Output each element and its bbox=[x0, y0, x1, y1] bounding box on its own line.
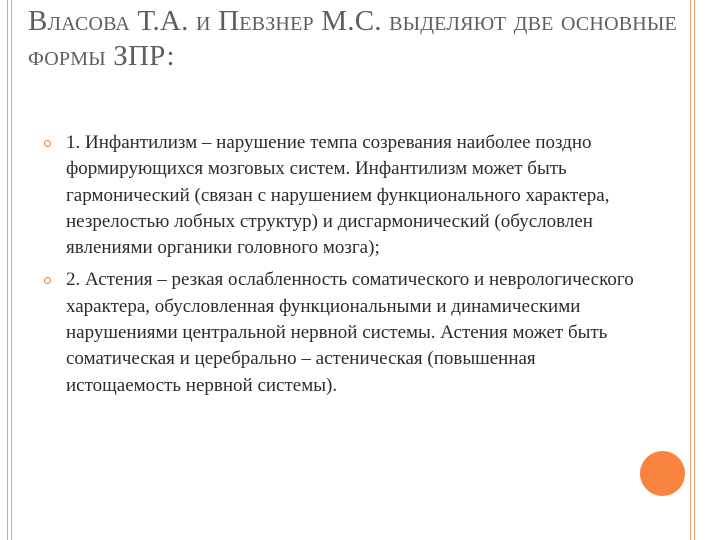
list-item-text: 1. Инфантилизм – нарушение темпа созревания наиболее поздно формирующихся мозговых систем. Инфантилизм может быть гармонический (связан с нарушением функционального характера, незрелостью лобных структур) и дисгармонический (обусловлен явлениями органики головного мозга); bbox=[66, 132, 610, 259]
left-border-line bbox=[7, 0, 8, 540]
right-border-line bbox=[690, 0, 691, 540]
circle-bullet-icon bbox=[44, 277, 51, 284]
circle-bullet-icon bbox=[44, 140, 51, 147]
list-item bbox=[44, 130, 634, 261]
list-item-text: 2. Астения – резкая ослабленность соматического и неврологического характера, обусловленная функциональными и динамическими нарушениями центральной нервной системы. Астения может быть соматическая и церебрально – астеническая (повышенная истощаемость нервной системы). bbox=[66, 269, 634, 396]
slide-title: Власова Т.А. и Певзнер М.С. выделяют две основные формы ЗПР: bbox=[28, 5, 677, 72]
list-item bbox=[44, 267, 634, 398]
right-border-line bbox=[694, 0, 695, 540]
decorative-circle-icon bbox=[640, 451, 685, 496]
left-border-line bbox=[11, 0, 12, 540]
bullet-list bbox=[44, 130, 634, 405]
